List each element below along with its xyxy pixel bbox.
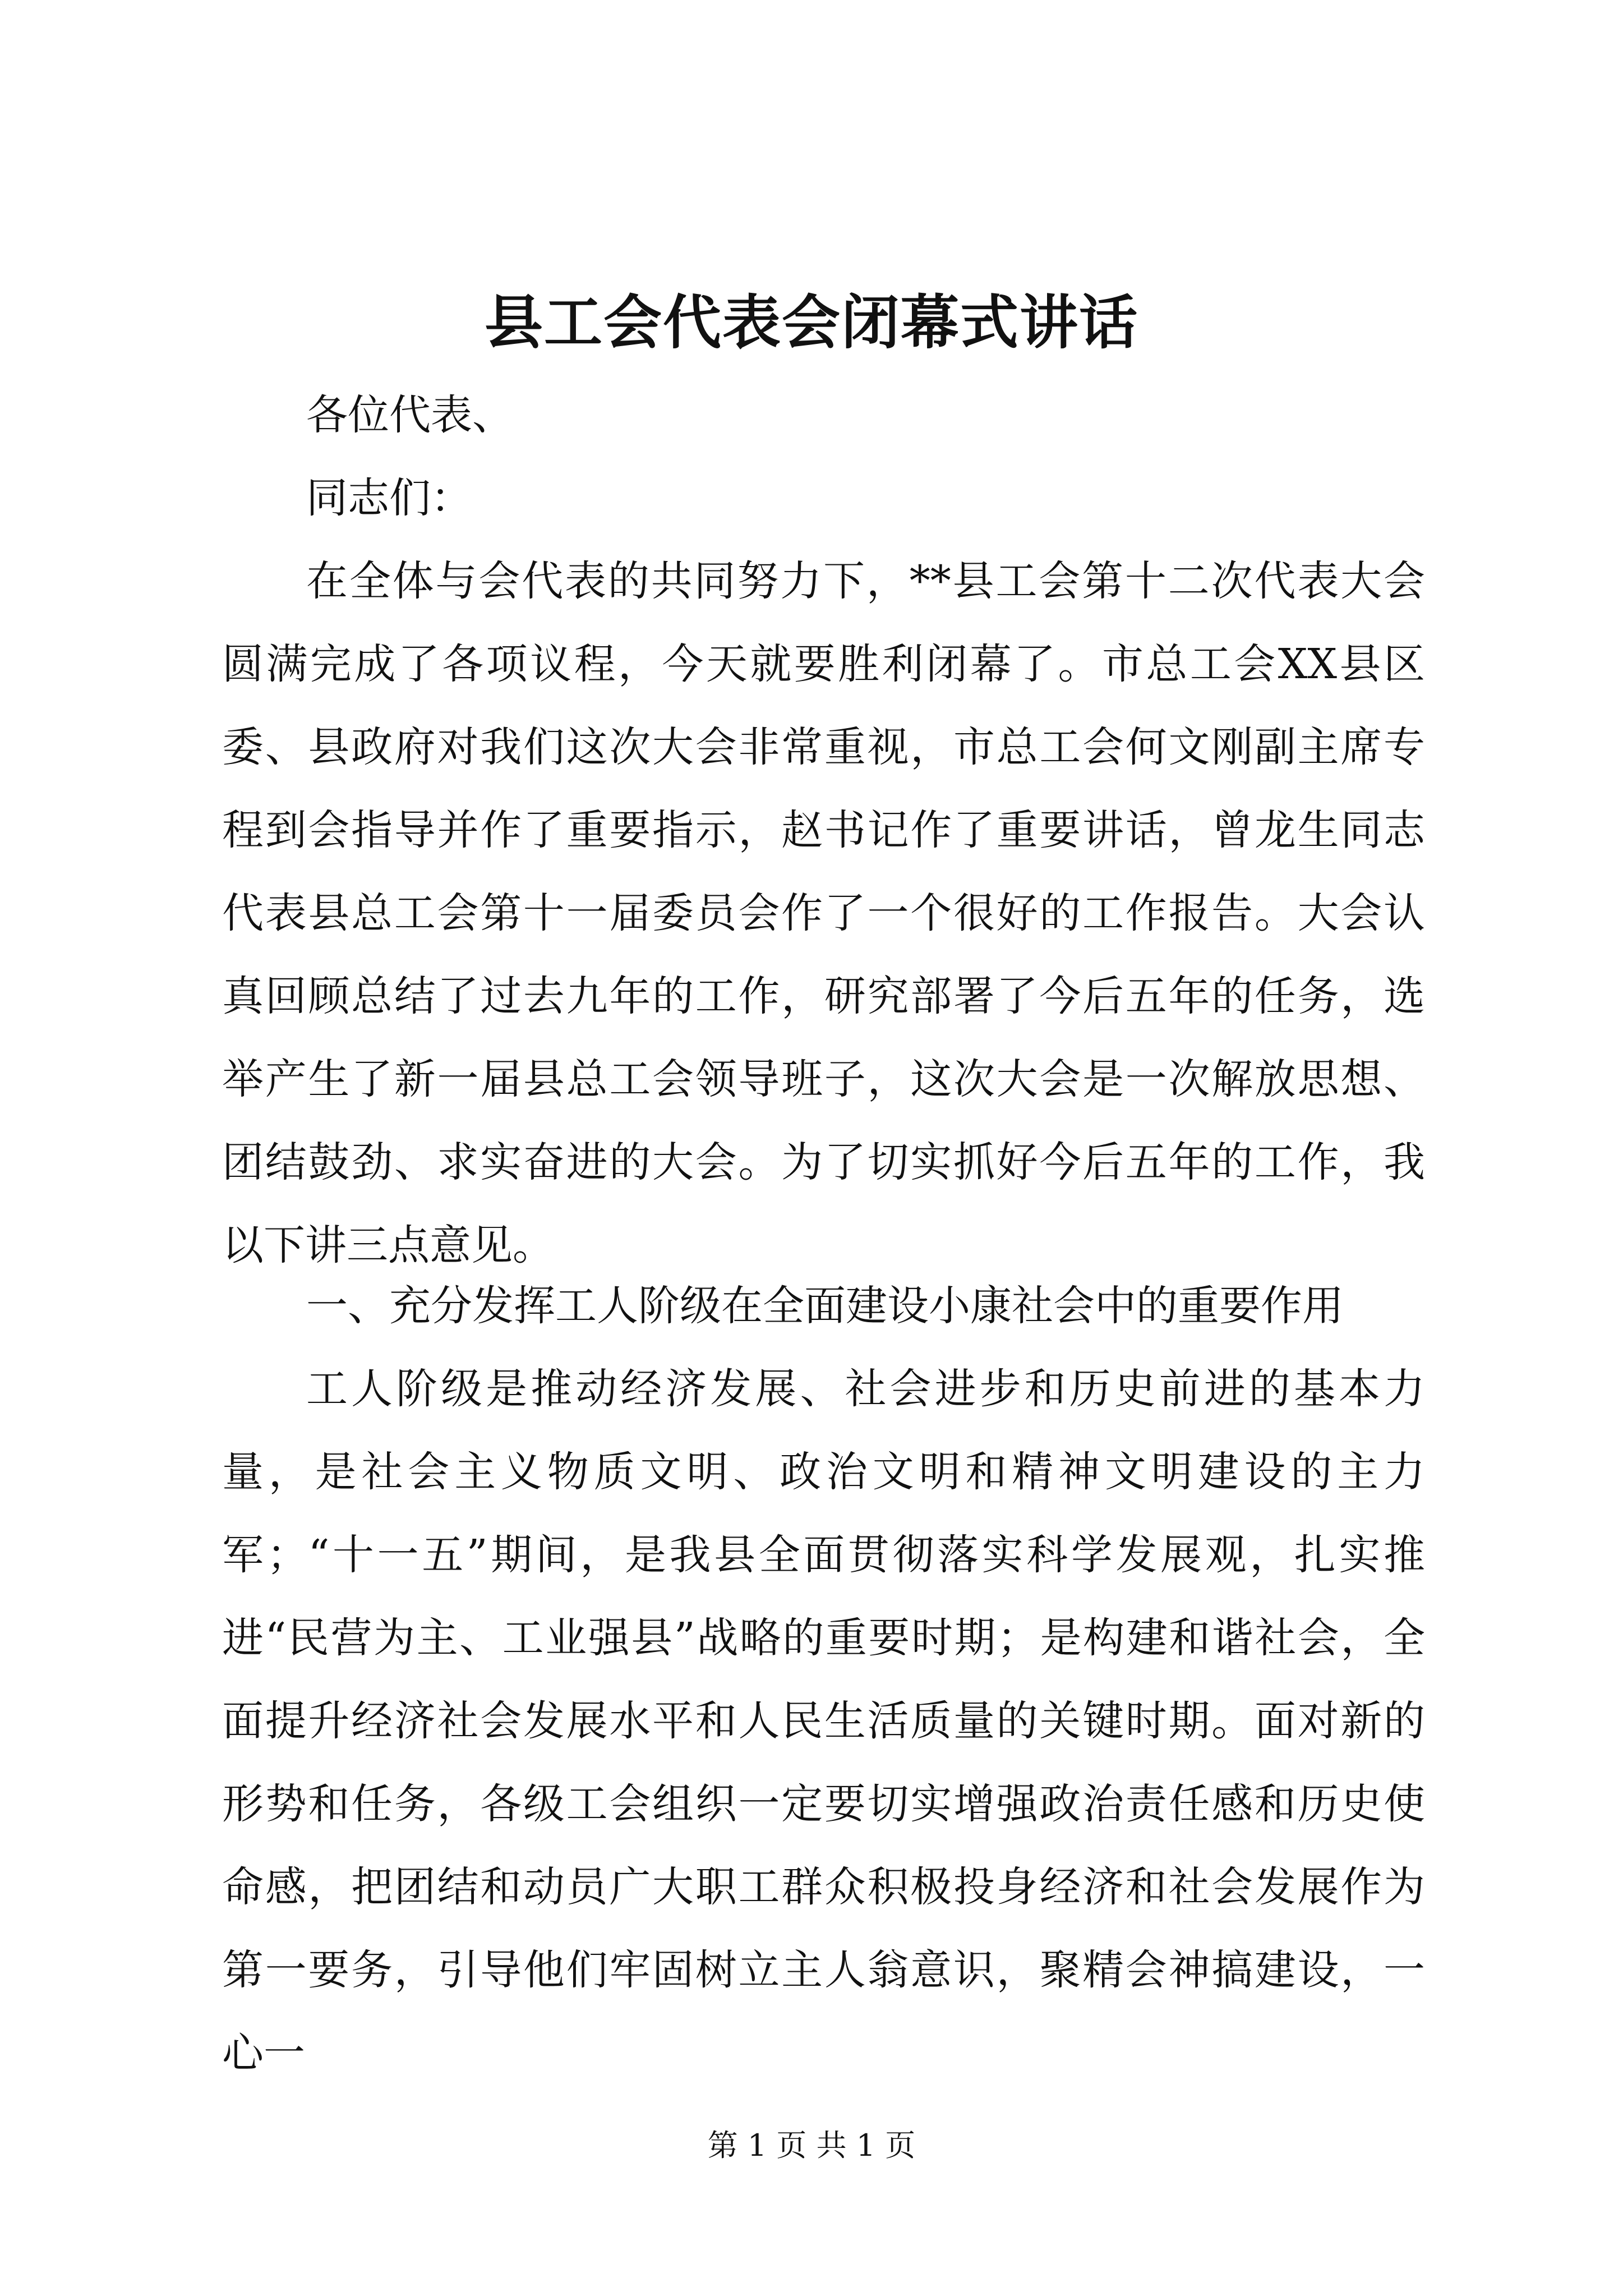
page-footer: 第 1 页 共 1 页 [707, 2128, 916, 2163]
document-title: 县工会代表会闭幕式讲话 [484, 288, 1138, 357]
body-paragraph-1: 在全体与会代表的共同努力下，**县工会第十二次代表大会圆满完成了各项议程，今天就要胜利闭幕了。市总工会XX县区委、县政府对我们这次大会非常重视，市总工会何文刚副主席专程到会指导并作了重要指示，赵书记作了重要讲话，曾龙生同志代表县总工会第十一届委员会作了一个很好的工作报告。大会认真回顾总结了过去九年的工作，研究部署了今后五年的任务，选举产生了新一届县总工会领导班子，这次大会是一次解放思想、团结鼓劲、求实奋进的大会。为了切实抓好今后五年的工作，我以下讲三点意见。 [222, 557, 1425, 1269]
salutation-line-1: 各位代表、 [306, 391, 514, 439]
body-paragraph-2: 工人阶级是推动经济发展、社会进步和历史前进的基本力量，是社会主义物质文明、政治文明和精神文明建设的主力军；“十一五”期间，是我县全面贯彻落实科学发展观，扎实推进“民营为主、工业强县”战略的重要时期；是构建和谐社会，全面提升经济社会发展水平和人民生活质量的关键时期。面对新的形势和任务，各级工会组织一定要切实增强政治责任感和历史使命感，把团结和动员广大职工群众积极投身经济和社会发展作为第一要务，引导他们牢固树立主人翁意识，聚精会神搞建设，一心一 [222, 1365, 1425, 2077]
section-heading-1: 一、充分发挥工人阶级在全面建设小康社会中的重要作用 [306, 1282, 1344, 1330]
salutation-line-2: 同志们： [306, 474, 472, 522]
